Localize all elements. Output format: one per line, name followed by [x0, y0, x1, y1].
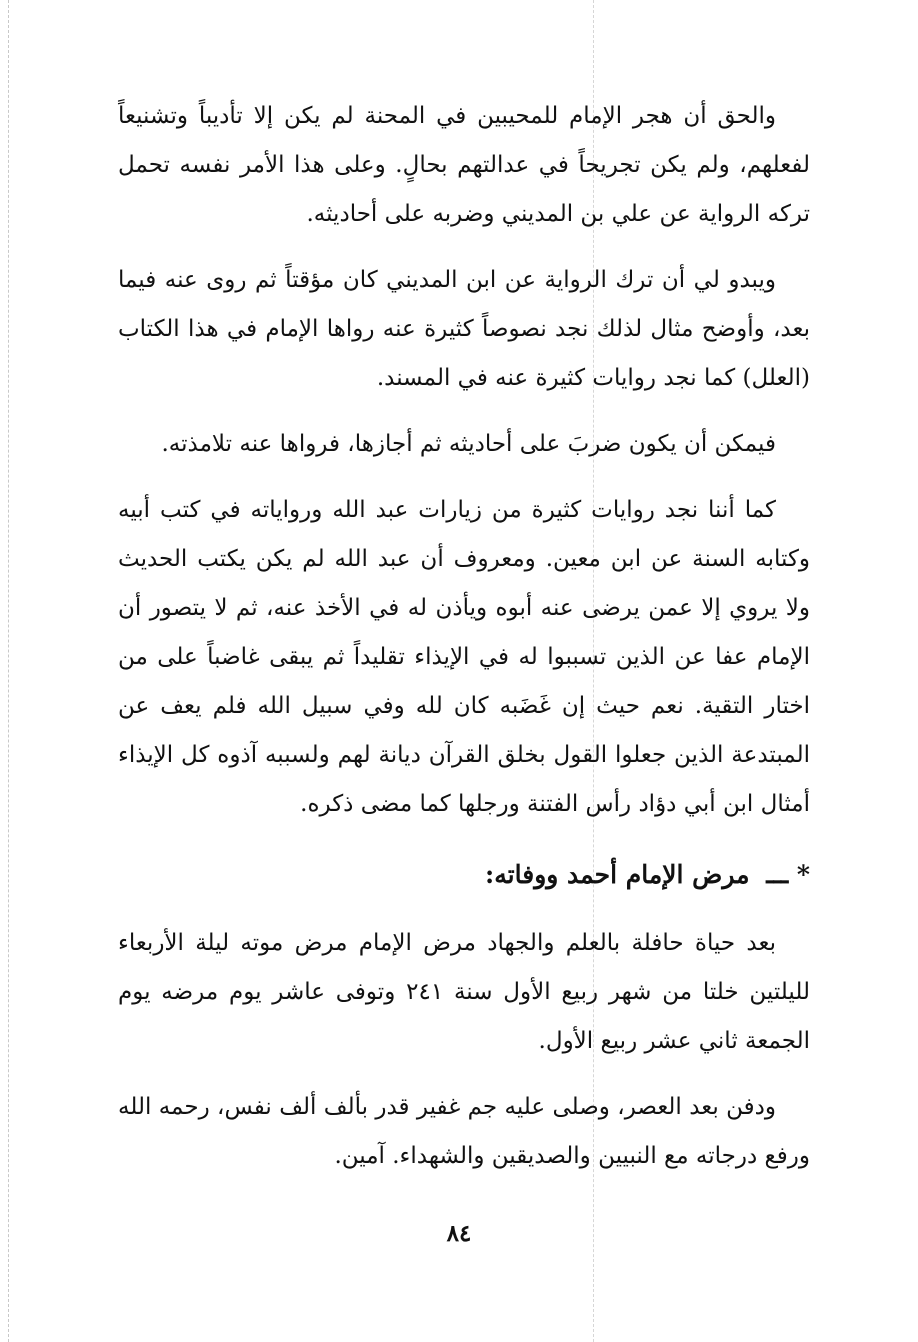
paragraph-ibn-madini: ويبدو لي أن ترك الرواية عن ابن المديني كان مؤقتاً ثم روى عنه فيما بعد، وأوضح مثال لذلك نجد نصوصاً كثيرة عنه رواها الإمام في هذا الكتاب (العلل) كما نجد روايات كثيرة عنه في المسند.: [118, 267, 810, 391]
paragraph-burial: ودفن بعد العصر، وصلى عليه جم غفير قدر بألف ألف نفس، رحمه الله ورفع درجاته مع النبيين والصديقين والشهداء. آمين.: [118, 1094, 810, 1169]
page-body: [118, 92, 810, 1198]
paragraph-ijaza: فيمكن أن يكون ضربَ على أحاديثه ثم أجازها، فرواها عنه تلامذته.: [161, 431, 776, 457]
section-heading: [118, 851, 810, 899]
scan-edge-line: [8, 0, 9, 1342]
section-title: مرض الإمام أحمد ووفاته:: [485, 860, 750, 889]
page-number: ٨٤: [446, 1220, 472, 1247]
paragraph-abdullah-riwayat: كما أننا نجد روايات كثيرة من زيارات عبد الله ورواياته في كتب أبيه وكتابه السنة عن ابن معين. ومعروف أن عبد الله لم يكن يكتب الحديث ولا يروي إلا عمن يرضى عنه أبوه ويأذن له في الأخذ عنه، ثم لا يتصور أن الإمام عفا عن الذين تسببوا له في الإيذاء تقليداً ثم يبقى غاضباً على من اختار التقية. نعم حيث إن غَضَبه كان لله وفي سبيل الله فلم يعف عن المبتدعة الذين جعلوا القول بخلق القرآن ديانة لهم ولسببه آذوه كل الإيذاء أمثال ابن أبي دؤاد رأس الفتنة ورجلها كما مضى ذكره.: [118, 497, 810, 817]
section-marker: * ـــ: [766, 860, 810, 889]
paragraph-illness: بعد حياة حافلة بالعلم والجهاد مرض الإمام مرض موته ليلة الأربعاء لليلتين خلتا من شهر ربيع الأول سنة ٢٤١ وتوفى عاشر يوم مرضه يوم الجمعة ثاني عشر ربيع الأول.: [118, 930, 810, 1054]
paragraph-hajr: والحق أن هجر الإمام للمحيبين في المحنة لم يكن إلا تأديباً وتشنيعاً لفعلهم، ولم يكن تجريحاً في عدالتهم بحالٍ. وعلى هذا الأمر نفسه تحمل تركه الرواية عن علي بن المديني وضربه على أحاديثه.: [118, 103, 810, 227]
